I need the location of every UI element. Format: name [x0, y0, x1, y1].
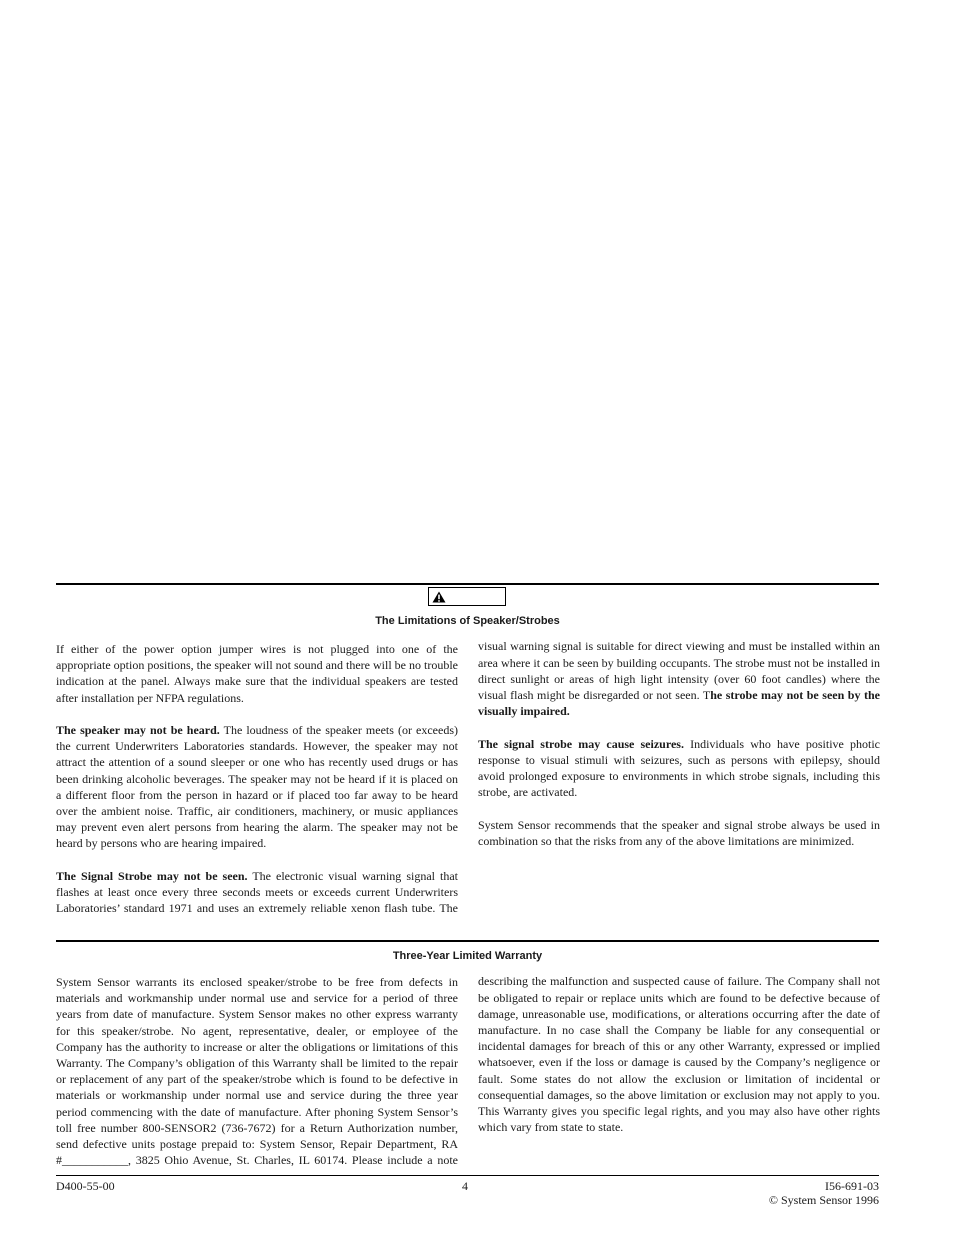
paragraph-seizures: The signal strobe may cause seizures. Individuals who have positive photic response to visual stimuli with seizures, such as persons with epilepsy, should avoid prolonged exposure to environments in which strobe signals, including this strobe, are activated. — [478, 736, 880, 800]
footer-right — [769, 1179, 879, 1207]
footer-rule — [56, 1175, 879, 1176]
seizures-heading: The signal strobe may cause seizures. — [478, 736, 684, 751]
top-rule — [56, 583, 879, 585]
warranty-text — [56, 974, 458, 1169]
paragraph-recommendation: System Sensor recommends that the speaker and signal strobe always be used in combination so that the risks from any of the above limitations are minimized. — [478, 817, 880, 848]
document-code: D400-55-00 — [56, 1179, 115, 1193]
limitations-column-left — [56, 641, 458, 919]
warranty-column-left — [56, 974, 458, 1169]
paragraph-strobe-not-seen: The Signal Strobe may not be seen. The electronic visual warning signal that flashes at least once every three seconds meets or exceeds current Underwriters Laboratories’ standard 1971 and uses an extremely reliable xenon flash tube. The — [56, 868, 458, 916]
warning-box — [428, 587, 506, 606]
page-number: 4 — [462, 1179, 468, 1193]
warranty-paragraph: describing the malfunction and suspected cause of failure. The Company shall not be obligated to repair or replace units which are found to be defective because of damage, unreasonable use, modifications, or alterations occurring after the date of manufacture. In no case shall the Company be liable for any consequential or incidental damages for breach of this or any other Warranty, expressed or implied whatsoever, even if the loss or damage is caused by the Company’s negligence or fault. Some states do not allow the exclusion or limitation of incidental or consequential damages, so the above limitation or exclusion may not apply to you. This Warranty gives you specific legal rights, and you may also have other rights which vary from state to state. — [478, 974, 880, 1135]
limitations-column-right — [478, 641, 880, 919]
warning-triangle-icon — [432, 591, 446, 603]
copyright: © System Sensor 1996 — [768, 1193, 879, 1207]
limitations-text — [56, 641, 458, 919]
limitations-text-continued — [478, 641, 880, 849]
warranty-column-right — [478, 974, 880, 1169]
paragraph-strobe-not-seen: visual warning signal is suitable for direct viewing and must be installed within an area where it can be seen by building occupants. The strobe must not be installed in direct sunlight or areas of high light intensity (over 60 foot candles) where the visual flash might be disregarded or not seen. The strobe may not be seen by the visually impaired. — [478, 641, 880, 719]
paragraph-jumper-wires: If either of the power option jumper wires is not plugged into one of the appropriate option positions, the speaker will not sound and there will be no trouble indication at the panel. Always make sure that the individual speakers are tested after installation per NFPA regulations. — [56, 642, 458, 705]
speaker-heading: The speaker may not be heard. — [56, 723, 220, 737]
strobe-heading: The Signal Strobe may not be seen. — [56, 868, 248, 883]
warranty-paragraph: System Sensor warrants its enclosed speaker/strobe to be free from defects in materials and workmanship under normal use and service for a period of three years from date of manufacture. System Sensor makes no other express warranty for this speaker/strobe. No agent, representative, dealer, or employee of the Company has the authority to increase or alter the obligations or limitations of this Warranty. The Company’s obligation of this Warranty shall be limited to the repair or replacement of any part of the speaker/strobe which is found to be defective in materials or workmanship under normal use and service during the three year period commencing with the date of manufacture. After phoning System Sensor’s toll free number 800-SENSOR2 (736-7672) for a Return Authorization number, send defective units postage prepaid to: System Sensor, Repair Department, RA #___________, 3825 Ohio Avenue, St. Charles, IL 60174. Please include a note — [56, 975, 458, 1168]
warranty-heading: Three-Year Limited Warranty — [392, 950, 543, 962]
part-number: I56-691-03 — [825, 1179, 879, 1193]
limitations-heading: The Limitations of Speaker/Strobes — [375, 615, 560, 627]
warranty-text-continued — [478, 974, 880, 1135]
warranty-rule — [56, 940, 879, 942]
paragraph-speaker-not-heard: The speaker may not be heard. The loudness of the speaker meets (or exceeds) the current Underwriters Laboratories standards. However, the speaker may not attract the attention of a sound sleeper or one who has recently used drugs or has been drinking alcoholic beverages. The speaker may not be heard if it is placed on a different floor from the person in hazard or if placed too far away to be heard over the ambient noise. Traffic, air conditioners, machinery, or music appliances may prevent even alert persons from hearing the alarm. The speaker may not be heard by persons who are hearing impaired. — [56, 723, 458, 851]
